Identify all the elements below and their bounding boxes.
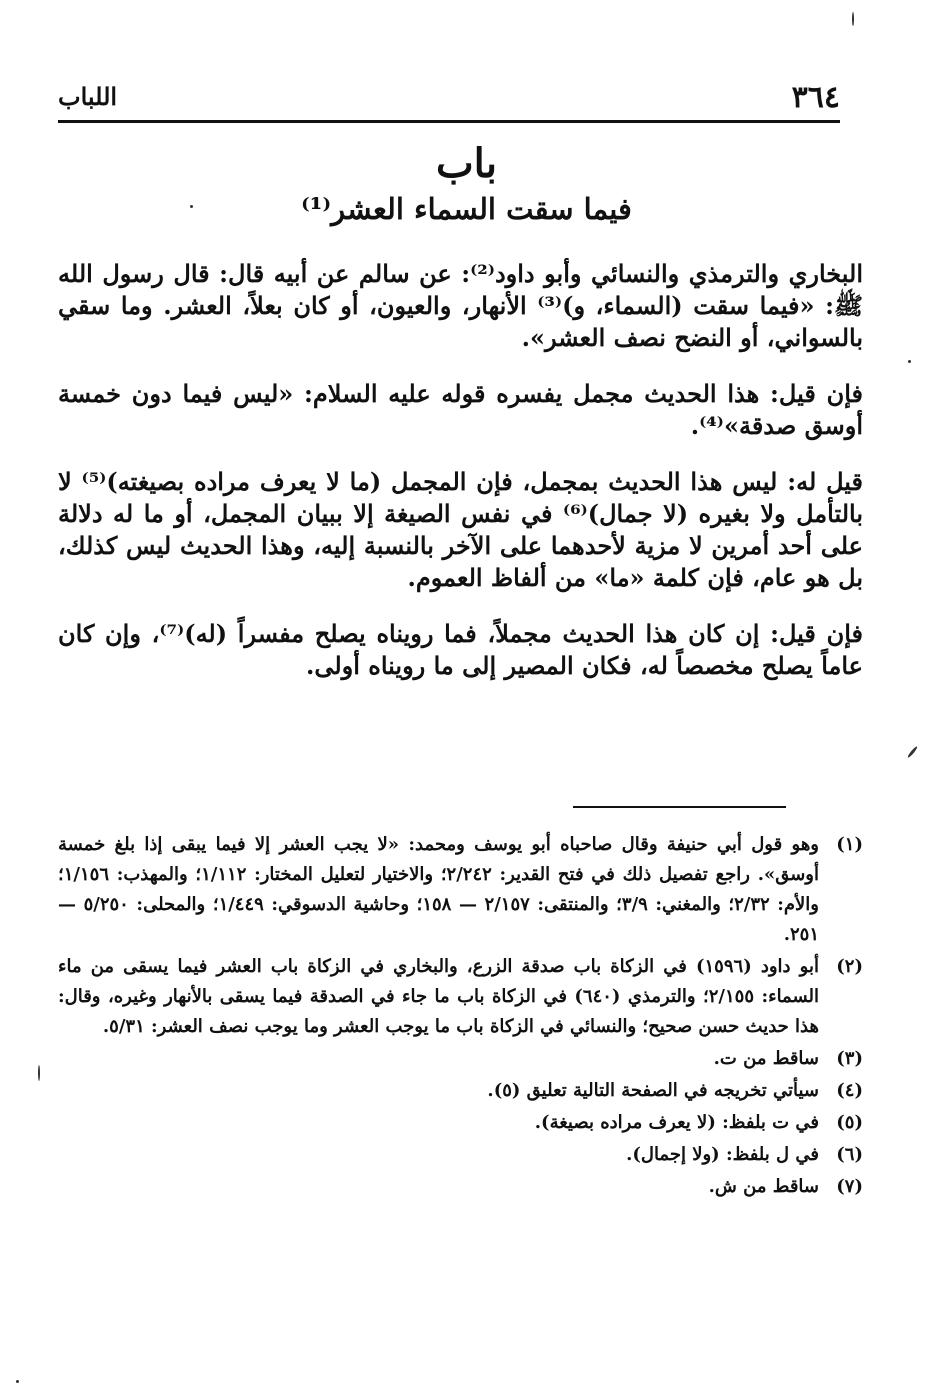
footnote-text: أبو داود (١٥٩٦) في الزكاة باب صدقة الزرع، والبخاري في الزكاة باب العشر فيما يسقى من ماء السماء: ٢/١٥٥؛ والترمذي (٦٤٠) في الزكاة باب ما جاء في الصدقة فيما يسقى بالأنهار وغيره، وقال: هذا حديث حسن صحيح؛ والنسائي في الزكاة باب ما يوجب العشر وما يوجب نصف العشر: ٥/٣١.	[58, 956, 819, 1037]
page-number: ٣٦٤	[791, 80, 840, 115]
footnote-text: في ت بلفظ: (لا يعرف مراده بصيغة).	[534, 1112, 819, 1133]
footnote	[58, 1044, 863, 1074]
footnote-text: سيأتي تخريجه في الصفحة التالية تعليق (٥).	[487, 1080, 819, 1101]
footnote-number: (٢)	[836, 956, 863, 977]
paragraph: فإن قيل: إن كان هذا الحديث مجملاً، فما رويناه يصلح مفسراً (له)⁽⁷⁾، وإن كان عاماً يصلح مخصصاً له، فكان المصير إلى ما رويناه أولى.	[58, 619, 864, 680]
footnote-number: (١)	[836, 834, 863, 855]
paragraph: فإن قيل: هذا الحديث مجمل يفسره قوله عليه السلام: «ليس فيما دون خمسة أوسق صدقة»⁽⁴⁾.	[58, 379, 863, 440]
footnote-number: (٥)	[836, 1112, 863, 1133]
footnote-text: ساقط من ت.	[713, 1048, 819, 1069]
running-header	[58, 78, 840, 123]
chapter-heading: باب	[436, 140, 497, 187]
footnote-number: (٤)	[836, 1080, 863, 1101]
paragraph: البخاري والترمذي والنسائي وأبو داود⁽²⁾: عن سالم عن أبيه قال: قال رسول الله ﷺ: «فيما سقت (السماء، و)⁽³⁾ الأنهار، والعيون، أو كان بعلاً، العشر. وما سقي بالسواني، أو النضح نصف العشر».	[58, 259, 863, 352]
footnote	[58, 1108, 863, 1138]
footnote-number: (٧)	[836, 1176, 863, 1197]
footnote-text: وهو قول أبي حنيفة وقال صاحباه أبو يوسف ومحمد: «لا يجب العشر إلا فيما يبقى إذا بلغ خمسة أوسق». راجع تفصيل ذلك في فتح القدير: ٢/٢٤٢؛ والاختيار لتعليل المختار: ١/١١٢؛ والمهذب: ١/١٥٦؛ والأم: ٢/٣٢؛ والمغني: ٣/٩؛ والمنتقى: ٢/١٥٧ — ١٥٨؛ وحاشية الدسوقي: ١/٤٤٩؛ والمحلى: ٥/٢٥٠ — ٢٥١.	[58, 834, 819, 945]
footnotes	[58, 830, 863, 1204]
footnote-text: ساقط من ش.	[708, 1176, 819, 1197]
footnote-text: في ل بلفظ: (ولا إجمال).	[626, 1144, 819, 1165]
footnote	[58, 830, 863, 950]
main-text	[58, 258, 863, 706]
footnote-separator	[573, 806, 786, 808]
footnote-number: (٦)	[836, 1144, 863, 1165]
footnote	[58, 952, 863, 1042]
footnote-number: (٣)	[836, 1048, 863, 1069]
footnote	[58, 1172, 863, 1202]
paragraph: قيل له: ليس هذا الحديث بمجمل، فإن المجمل (ما لا يعرف مراده بصيغته)⁽⁵⁾ لا بالتأمل ولا بغيره (لا جمال)⁽⁶⁾ في نفس الصيغة إلا ببيان المجمل، أو ما له دلالة على أحد أمرين لا مزية لأحدهما على الآخر بالنسبة إليه، وهذا الحديث ليس كذلك، بل هو عام، فإن كلمة «ما» من ألفاظ العموم.	[58, 467, 863, 592]
book-title: اللباب	[58, 82, 118, 111]
footnote	[58, 1140, 863, 1170]
footnote	[58, 1076, 863, 1106]
chapter-subtitle: فيما سقت السماء العشر⁽¹⁾	[301, 192, 632, 226]
